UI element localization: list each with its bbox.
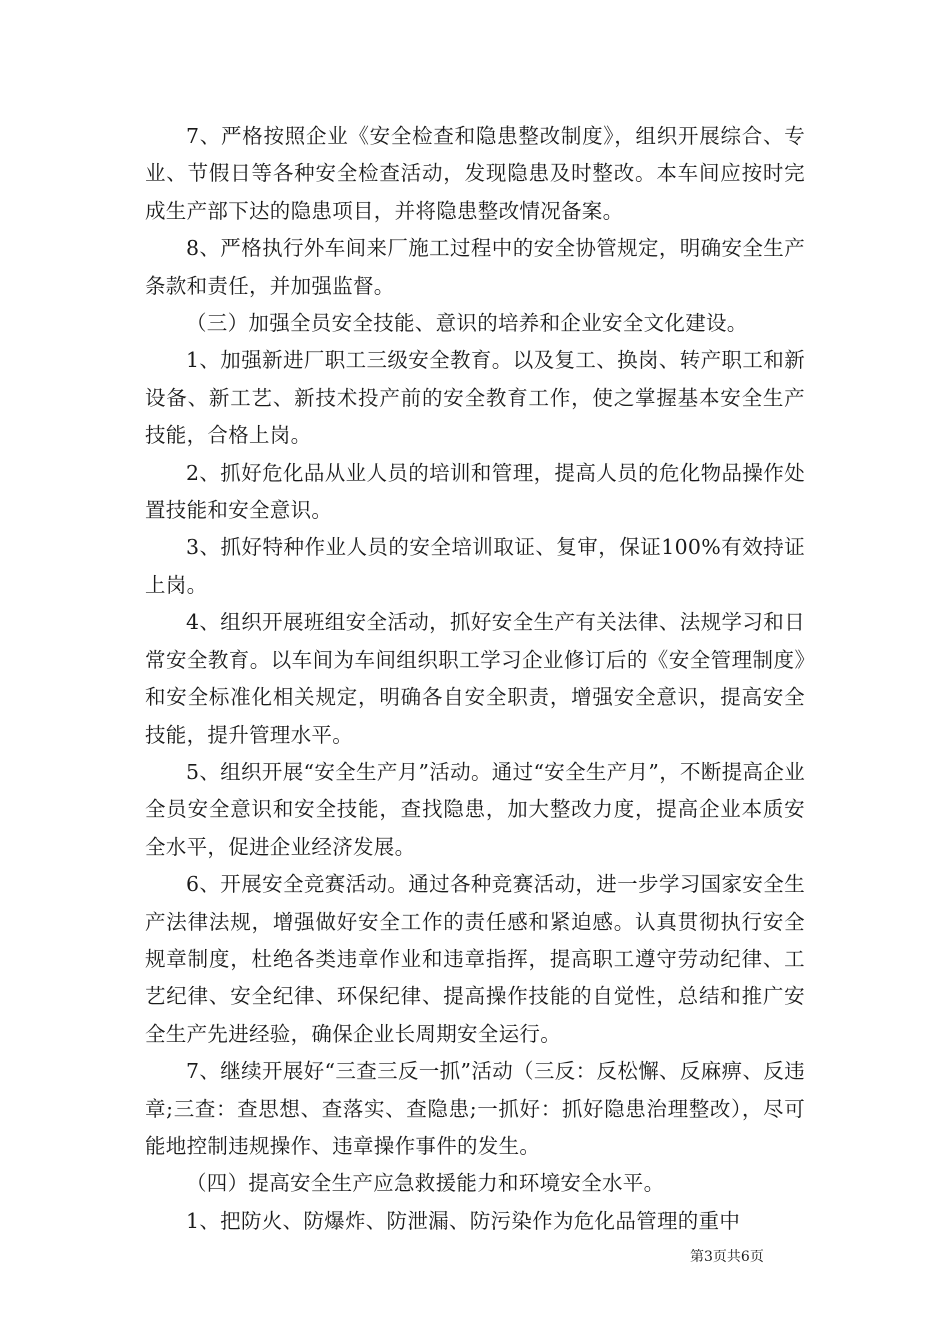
document-body [145, 118, 805, 1240]
paragraph: 4、组织开展班组安全活动，抓好安全生产有关法律、法规学习和日常安全教育。以车间为车间组织职工学习企业修订后的《安全管理制度》和安全标准化相关规定，明确各自安全职责，增强安全意识，提高安全技能，提升管理水平。 [145, 610, 805, 747]
section-heading: （三）加强全员安全技能、意识的培养和企业安全文化建设。 [186, 311, 748, 336]
section-heading: （四）提高安全生产应急救援能力和环境安全水平。 [186, 1171, 665, 1196]
paragraph: 7、严格按照企业《安全检查和隐患整改制度》，组织开展综合、专业、节假日等各种安全检查活动，发现隐患及时整改。本车间应按时完成生产部下达的隐患项目，并将隐患整改情况备案。 [145, 124, 805, 223]
paragraph: 1、把防火、防爆炸、防泄漏、防污染作为危化品管理的重中 [186, 1208, 741, 1233]
paragraph: 8、严格执行外车间来厂施工过程中的安全协管规定，明确安全生产条款和责任，并加强监督。 [145, 236, 805, 298]
paragraph: 3、抓好特种作业人员的安全培训取证、复审，保证100%有效持证上岗。 [145, 535, 805, 597]
paragraph: 2、抓好危化品从业人员的培训和管理，提高人员的危化物品操作处置技能和安全意识。 [145, 460, 805, 523]
page-number: 第3页共6页 [690, 1249, 764, 1265]
paragraph: 5、组织开展“安全生产月”活动。通过“安全生产月”，不断提高企业全员安全意识和安全技能，查找隐患，加大整改力度，提高企业本质安全水平，促进企业经济发展。 [145, 759, 805, 859]
paragraph: 7、继续开展好“三查三反一抓”活动（三反：反松懈、反麻痹、反违章;三查：查思想、查落实、查隐患;一抓好：抓好隐患治理整改），尽可能地控制违规操作、违章操作事件的发生。 [145, 1059, 805, 1158]
paragraph: 1、加强新进厂职工三级安全教育。以及复工、换岗、转产职工和新设备、新工艺、新技术投产前的安全教育工作，使之掌握基本安全生产技能，合格上岗。 [145, 348, 805, 448]
paragraph: 6、开展安全竞赛活动。通过各种竞赛活动，进一步学习国家安全生产法律法规，增强做好安全工作的责任感和紧迫感。认真贯彻执行安全规章制度，杜绝各类违章作业和违章指挥，提高职工遵守劳动纪律、工艺纪律、安全纪律、环保纪律、提高操作技能的自觉性，总结和推广安全生产先进经验，确保企业长周期安全运行。 [145, 872, 805, 1046]
